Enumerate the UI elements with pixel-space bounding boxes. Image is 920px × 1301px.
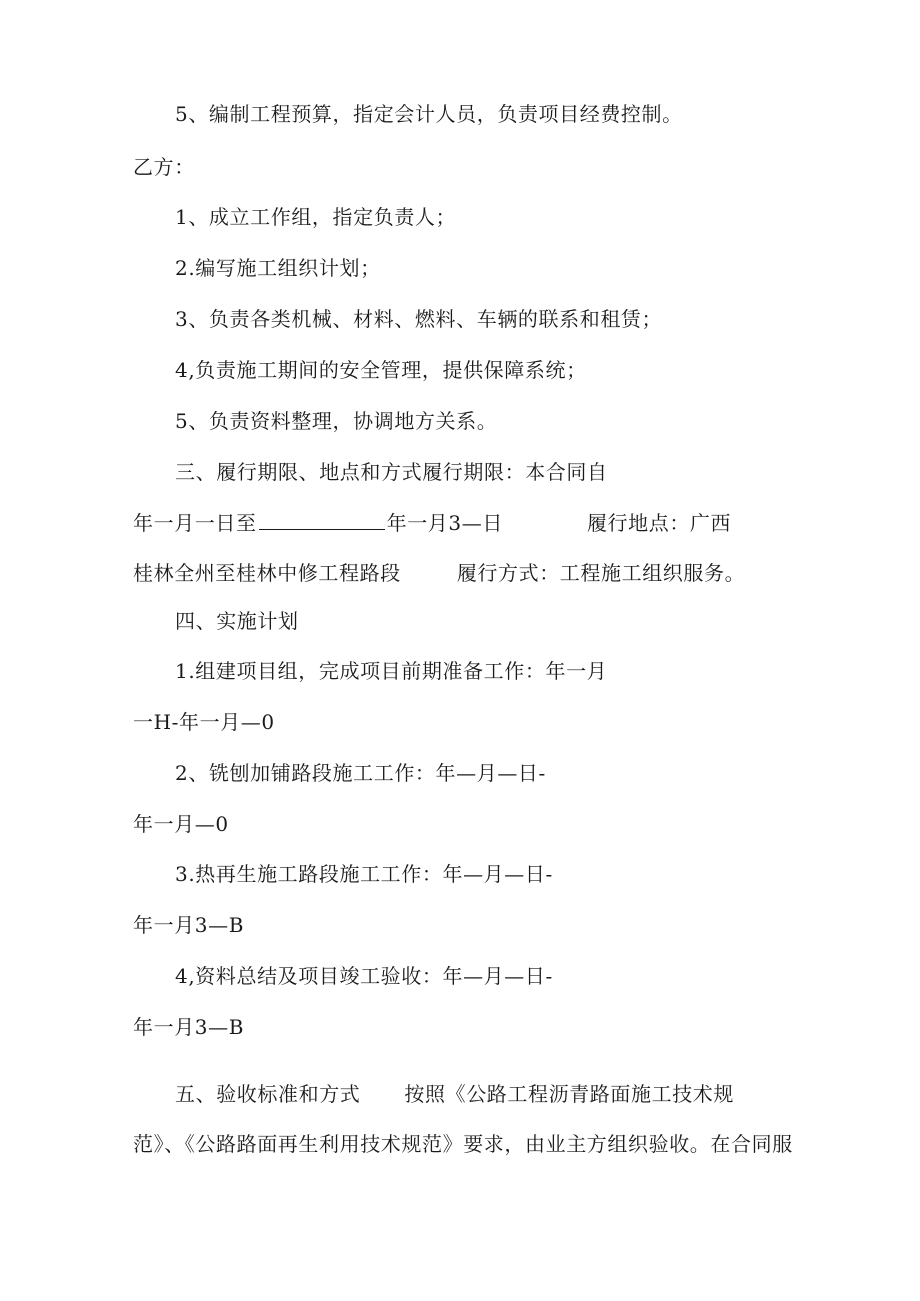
- plan-1-line-a: 1.组建项目组，完成项目前期准备工作：年一月: [175, 659, 608, 683]
- performance-period-line: [133, 509, 731, 537]
- location-label: 履行地点：广西: [586, 511, 732, 535]
- plan-2-line-b: 年一月—0: [133, 812, 229, 836]
- section-5-line-a: [175, 1080, 734, 1108]
- plan-3-line-b: 年一月3—B: [133, 913, 245, 937]
- section-5-line-b: 范》、《公路路面再生利用技术规范》要求，由业主方组织验收。在合同服: [133, 1132, 793, 1156]
- party-b-heading: 乙方：: [133, 155, 195, 179]
- party-b-item-1: 1、成立工作组，指定负责人；: [175, 205, 457, 229]
- party-b-item-2: 2.编写施工组织计划；: [175, 256, 381, 280]
- section-5-heading: 五、验收标准和方式: [175, 1082, 361, 1106]
- party-a-item-5: 5、编制工程预算，指定会计人员，负责项目经费控制。: [175, 102, 683, 126]
- section-4-heading: 四、实施计划: [175, 609, 299, 633]
- party-b-item-5: 5、负责资料整理，协调地方关系。: [175, 409, 498, 433]
- location-value: 桂林全州至桂林中修工程路段: [133, 561, 401, 585]
- plan-1-line-b: 一H-年一月—0: [133, 710, 275, 734]
- plan-3-line-a: 3.热再生施工路段施工工作：年—月—日-: [175, 862, 553, 886]
- section-3-heading: 三、履行期限、地点和方式履行期限：本合同自: [175, 460, 608, 484]
- date-start: 年一月一日至: [133, 511, 257, 535]
- plan-4-line-a: 4,资料总结及项目竣工验收：年—月—日-: [175, 964, 553, 988]
- date-end: 年一月3—日: [386, 511, 503, 535]
- section-5-text-a: 按照《公路工程沥青路面施工技术规: [404, 1082, 735, 1106]
- performance-method: 履行方式：工程施工组织服务。: [456, 561, 746, 585]
- party-b-item-3: 3、负责各类机械、材料、燃料、车辆的联系和租赁；: [175, 307, 663, 331]
- plan-2-line-a: 2、铣刨加铺路段施工工作：年—月—日-: [175, 761, 546, 785]
- plan-4-line-b: 年一月3—B: [133, 1015, 245, 1039]
- party-b-item-4: 4,负责施工期间的安全管理，提供保障系统；: [175, 358, 587, 382]
- date-blank: [259, 509, 385, 530]
- location-method-line: [133, 559, 745, 587]
